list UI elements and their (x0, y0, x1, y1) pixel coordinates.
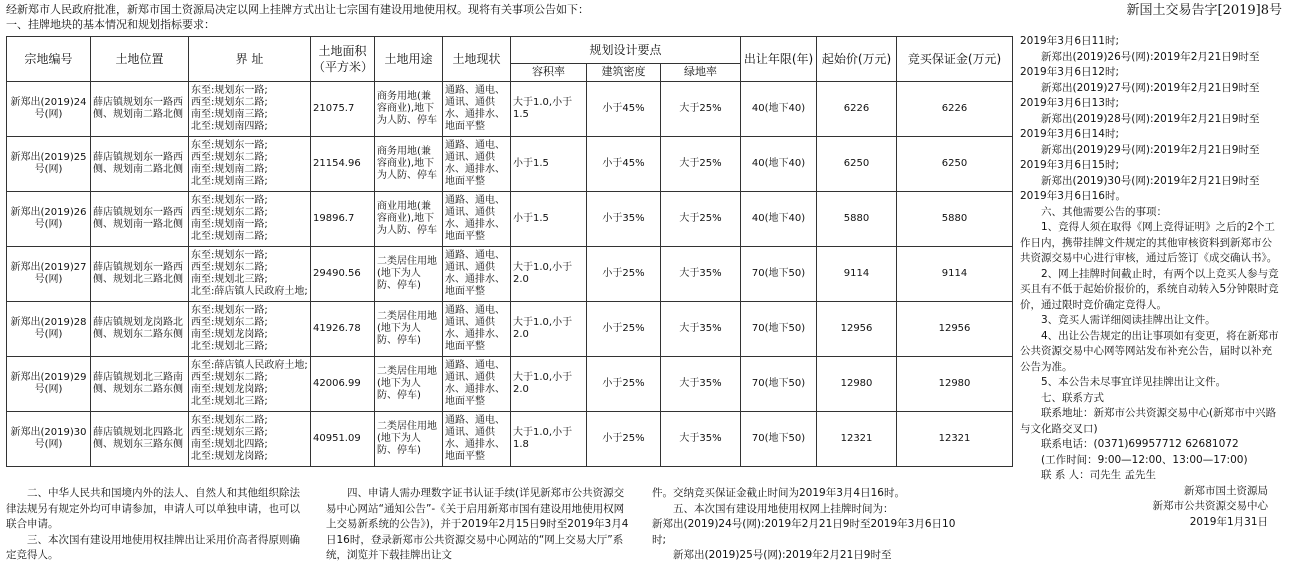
location-cell: 薛店镇规划东一路西侧、规划北三路北侧 (91, 246, 189, 301)
deposit-cell: 6226 (897, 81, 1013, 136)
usage-cell: 二类居住用地(地下为人防、停车) (375, 356, 443, 411)
header-boundary: 界 址 (189, 37, 311, 82)
term-cell: 40(地下40) (741, 81, 817, 136)
boundary-line: 西至:规划东二路; (191, 151, 268, 163)
far-cell: 小于1.5 (511, 136, 587, 191)
price-cell: 6226 (817, 81, 897, 136)
boundary-cell (189, 191, 311, 246)
location-cell: 薛店镇规划北四路北侧、规划东三路东侧 (91, 411, 189, 466)
parcel-no-cell: 新郑出(2019)29号(网) (7, 356, 91, 411)
deposit-cell: 9114 (897, 246, 1013, 301)
boundary-line: 南至:规划龙岗路; (191, 328, 268, 340)
table-row (7, 136, 1013, 191)
right-paragraph: 1、竞得人须在取得《网上竞得证明》之后的2个工作日内，携带挂牌文件规定的其他审核资料到新郑市公共资源交易中心进行审核，通过后签订《成交确认书》。 (1020, 221, 1278, 264)
right-paragraph: 新郑出(2019)26号(网):2019年2月21日9时至2019年3月6日12时; (1020, 50, 1260, 78)
usage-cell: 商务用地(兼容商业),地下为人防、停车 (375, 136, 443, 191)
boundary-line: 东至:薛店镇人民政府土地; (191, 359, 308, 371)
boundary-line: 北至:规划南二路; (191, 230, 268, 242)
boundary-line: 西至:规划东二路; (191, 96, 268, 108)
area-cell: 41926.78 (311, 301, 375, 356)
header-start-price: 起始价(万元) (817, 37, 897, 82)
parcel-no-cell: 新郑出(2019)24号(网) (7, 81, 91, 136)
right-paragraph: 5、本公告未尽事宜详见挂牌出让文件。 (1041, 376, 1227, 388)
price-cell: 12980 (817, 356, 897, 411)
status-cell: 通路、通电、通讯、通供水、通排水、地面平整 (443, 246, 511, 301)
boundary-line: 东至:规划东一路; (191, 194, 268, 206)
far-cell: 大于1.0,小于1.5 (511, 81, 587, 136)
term-cell: 70(地下50) (741, 356, 817, 411)
area-cell: 21075.7 (311, 81, 375, 136)
header-status: 土地现状 (443, 37, 511, 82)
area-cell: 40951.09 (311, 411, 375, 466)
right-paragraph: 六、其他需要公告的事项： (1041, 205, 1167, 218)
right-paragraph: 2019年3月6日11时; (1020, 35, 1119, 47)
boundary-line: 南至:规划南三路; (191, 108, 268, 120)
status-cell: 通路、通电、通讯、通供水、通排水、地面平整 (443, 411, 511, 466)
price-cell: 12321 (817, 411, 897, 466)
right-paragraph: 联系电话：(0371)69957712 62681072 (1041, 438, 1239, 450)
parcel-no-cell: 新郑出(2019)25号(网) (7, 136, 91, 191)
green-cell: 大于35% (661, 411, 741, 466)
status-cell: 通路、通电、通讯、通供水、通排水、地面平整 (443, 136, 511, 191)
location-cell: 薛店镇规划东一路西侧、规划南一路北侧 (91, 191, 189, 246)
far-cell: 大于1.0,小于2.0 (511, 246, 587, 301)
usage-cell: 商业用地(兼容商业),地下为人防、停车 (375, 191, 443, 246)
bottom-paragraph: 五、本次国有建设用地使用权网上挂牌时间为： (673, 502, 894, 515)
green-cell: 大于25% (661, 136, 741, 191)
green-cell: 大于35% (661, 301, 741, 356)
boundary-line: 北至:规划南四路; (191, 120, 268, 132)
term-cell: 40(地下40) (741, 136, 817, 191)
boundary-line: 西至:规划东二路; (191, 316, 268, 328)
green-cell: 大于35% (661, 246, 741, 301)
status-cell: 通路、通电、通讯、通供水、通排水、地面平整 (443, 356, 511, 411)
bottom-column-1 (6, 486, 306, 564)
boundary-line: 东至:规划东二路; (191, 414, 268, 426)
table-row (7, 356, 1013, 411)
section-3-paragraph: 三、本次国有建设用地使用权挂牌出让采用价高者得原则确定竞得人。 (6, 533, 300, 561)
status-cell: 通路、通电、通讯、通供水、通排水、地面平整 (443, 191, 511, 246)
price-cell: 6250 (817, 136, 897, 191)
right-paragraph: 联系地址：新郑市公共资源交易中心(新郑市中兴路与文化路交叉口) (1020, 407, 1277, 435)
term-cell: 70(地下50) (741, 301, 817, 356)
green-cell: 大于25% (661, 191, 741, 246)
usage-cell: 二类居住用地(地下为人防、停车) (375, 411, 443, 466)
bottom-paragraph: 新郑出(2019)25号(网):2019年2月21日9时至 (673, 549, 892, 561)
right-paragraph: 新郑出(2019)30号(网):2019年2月21日9时至2019年3月6日16时。 (1020, 174, 1260, 202)
right-paragraph: 2、网上挂牌时间截止时，有两个以上竞买人参与竞买且有不低于起始价报价的，系统自动转入5分钟限时竞价，通过限时竞价确定竞得人。 (1020, 267, 1279, 311)
area-cell: 42006.99 (311, 356, 375, 411)
boundary-line: 北至:规划北三路; (191, 395, 268, 407)
table-row (7, 246, 1013, 301)
deposit-cell: 12956 (897, 301, 1013, 356)
boundary-line: 东至:规划东一路; (191, 304, 268, 316)
location-cell: 薛店镇规划北三路南侧、规划东二路东侧 (91, 356, 189, 411)
boundary-cell (189, 136, 311, 191)
boundary-line: 南至:规划北三路; (191, 273, 268, 285)
right-paragraph: 4、出让公告规定的出让事项如有变更，将在新郑市公共资源交易中心网等网站发布补充公告，届时以补充公告为准。 (1020, 329, 1279, 373)
header-area: 土地面积（平方米） (311, 37, 375, 82)
right-paragraph: 新郑出(2019)27号(网):2019年2月21日9时至2019年3月6日13时; (1020, 81, 1260, 109)
density-cell: 小于25% (587, 411, 661, 466)
right-paragraph: 新郑出(2019)28号(网):2019年2月21日9时至2019年3月6日14时; (1020, 112, 1260, 140)
signature-org-2: 新郑市公共资源交易中心 (1152, 500, 1268, 512)
far-cell: 小于1.5 (511, 191, 587, 246)
term-cell: 40(地下40) (741, 191, 817, 246)
bottom-paragraph: 新郑出(2019)24号(网):2019年2月21日9时至2019年3月6日10时; (652, 518, 956, 546)
header-far: 容积率 (511, 64, 587, 82)
boundary-cell (189, 301, 311, 356)
bottom-paragraph: 件。交纳竞买保证金截止时间为2019年3月4日16时。 (652, 487, 905, 499)
table-row (7, 301, 1013, 356)
intro-line-2: 一、挂牌地块的基本情况和规划指标要求： (6, 18, 215, 31)
parcel-table (6, 36, 1013, 467)
price-cell: 9114 (817, 246, 897, 301)
area-cell: 19896.7 (311, 191, 375, 246)
status-cell: 通路、通电、通讯、通供水、通排水、地面平整 (443, 301, 511, 356)
boundary-line: 北至:薛店镇人民政府土地; (191, 285, 308, 297)
boundary-line: 东至:规划东一路; (191, 139, 268, 151)
boundary-line: 西至:规划东二路; (191, 371, 268, 383)
right-paragraph: 联 系 人：司先生 孟先生 (1041, 469, 1157, 481)
area-cell: 29490.56 (311, 246, 375, 301)
boundary-line: 南至:规划龙岗路; (191, 383, 268, 395)
section-4-paragraph: 四、申请人需办理数字证书认证手续(详见新郑市公共资源交易中心网站“通知公告”-《关于启用新郑市国有建设用地使用权网上交易新系统的公告》)，并于2019年2月15日9时至2019年3月4日16时，登录新郑市公共资源交易中心网站的“网上交易大厅”系统，浏览并下载挂牌出让文 (326, 487, 629, 561)
green-cell: 大于25% (661, 81, 741, 136)
header-term: 出让年限(年) (741, 37, 817, 82)
status-cell: 通路、通电、通讯、通供水、通排水、地面平整 (443, 81, 511, 136)
boundary-line: 南至:规划南一路; (191, 218, 268, 230)
deposit-cell: 12321 (897, 411, 1013, 466)
header-usage: 土地用途 (375, 37, 443, 82)
header-green: 绿地率 (661, 64, 741, 82)
boundary-line: 北至:规划龙岗路; (191, 450, 268, 462)
far-cell: 大于1.0,小于2.0 (511, 356, 587, 411)
usage-cell: 二类居住用地(地下为人防、停车) (375, 301, 443, 356)
density-cell: 小于25% (587, 301, 661, 356)
boundary-cell (189, 411, 311, 466)
boundary-line: 西至:规划东二路; (191, 261, 268, 273)
price-cell: 5880 (817, 191, 897, 246)
bottom-column-2 (326, 486, 632, 564)
density-cell: 小于25% (587, 246, 661, 301)
boundary-line: 北至:规划北三路; (191, 340, 268, 352)
deposit-cell: 12980 (897, 356, 1013, 411)
table-row (7, 81, 1013, 136)
far-cell: 大于1.0,小于2.0 (511, 301, 587, 356)
green-cell: 大于35% (661, 356, 741, 411)
header-planning: 规划设计要点 (511, 37, 741, 64)
location-cell: 薛店镇规划龙岗路北侧、规划东二路东侧 (91, 301, 189, 356)
usage-cell: 二类居住用地(地下为人防、停车) (375, 246, 443, 301)
term-cell: 70(地下50) (741, 246, 817, 301)
intro (6, 2, 1006, 32)
far-cell: 大于1.0,小于1.8 (511, 411, 587, 466)
header-deposit: 竞买保证金(万元) (897, 37, 1013, 82)
boundary-line: 西至:规划东三路; (191, 426, 268, 438)
table-row (7, 191, 1013, 246)
deposit-cell: 5880 (897, 191, 1013, 246)
boundary-cell (189, 356, 311, 411)
boundary-cell (189, 246, 311, 301)
boundary-line: 南至:规划北四路; (191, 438, 268, 450)
deposit-cell: 6250 (897, 136, 1013, 191)
boundary-line: 北至:规划南三路; (191, 175, 268, 187)
right-paragraph: (工作时间：9:00—12:00、13:00—17:00) (1041, 453, 1248, 466)
parcel-no-cell: 新郑出(2019)30号(网) (7, 411, 91, 466)
header-parcel-no: 宗地编号 (7, 37, 91, 82)
boundary-line: 南至:规划南二路; (191, 163, 268, 175)
density-cell: 小于35% (587, 191, 661, 246)
term-cell: 70(地下50) (741, 411, 817, 466)
area-cell: 21154.96 (311, 136, 375, 191)
parcel-no-cell: 新郑出(2019)27号(网) (7, 246, 91, 301)
right-paragraph: 七、联系方式 (1041, 391, 1104, 404)
bottom-column-3 (652, 486, 964, 564)
header-density: 建筑密度 (587, 64, 661, 82)
table-row (7, 411, 1013, 466)
signature-org-1: 新郑市国土资源局 (1184, 484, 1268, 497)
header-location: 土地位置 (91, 37, 189, 82)
boundary-cell (189, 81, 311, 136)
boundary-line: 西至:规划东二路; (191, 206, 268, 218)
intro-line-1: 经新郑市人民政府批准，新郑市国土资源局决定以网上挂牌方式出让七宗国有建设用地使用权。现将有关事项公告如下： (6, 3, 589, 16)
density-cell: 小于45% (587, 81, 661, 136)
right-paragraph: 3、竞买人需详细阅读挂牌出让文件。 (1041, 314, 1216, 326)
document-number: 新国土交易告字[2019]8号 (1126, 3, 1282, 18)
signature-date: 2019年1月31日 (1189, 515, 1268, 528)
usage-cell: 商务用地(兼容商业),地下为人防、停车 (375, 81, 443, 136)
boundary-line: 东至:规划东一路; (191, 249, 268, 261)
density-cell: 小于25% (587, 356, 661, 411)
parcel-no-cell: 新郑出(2019)26号(网) (7, 191, 91, 246)
boundary-line: 东至:规划东一路; (191, 84, 268, 96)
parcel-no-cell: 新郑出(2019)28号(网) (7, 301, 91, 356)
location-cell: 薛店镇规划东一路西侧、规划南二路北侧 (91, 81, 189, 136)
right-column (1020, 34, 1282, 530)
right-paragraph: 新郑出(2019)29号(网):2019年2月21日9时至2019年3月6日15时; (1020, 143, 1260, 171)
location-cell: 薛店镇规划东一路西侧、规划南二路北侧 (91, 136, 189, 191)
price-cell: 12956 (817, 301, 897, 356)
density-cell: 小于45% (587, 136, 661, 191)
section-2-paragraph: 二、中华人民共和国境内外的法人、自然人和其他组织除法律法规另有规定外均可申请参加，申请人可以单独申请，也可以联合申请。 (6, 487, 300, 530)
